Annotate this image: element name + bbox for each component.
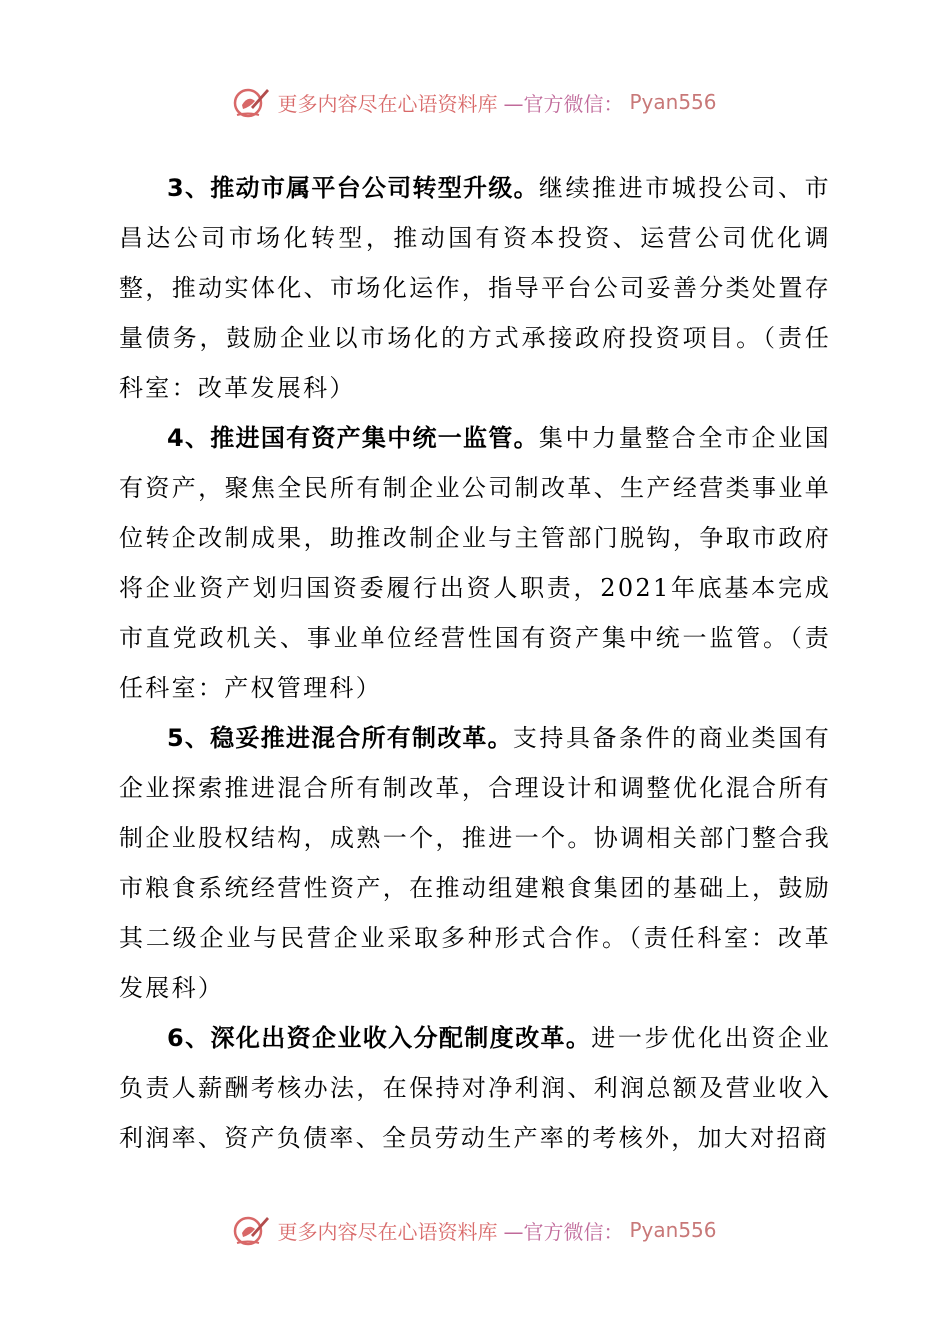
watermark-text-id: Pyan556 — [629, 90, 717, 114]
watermark-text-wechat: —官方微信： — [503, 91, 624, 116]
watermark-header — [0, 82, 950, 122]
watermark-text-main: 更多内容尽在心语资料库 — [277, 91, 498, 116]
watermark-footer — [0, 1210, 950, 1250]
paragraph-heading: 6、深化出资企业收入分配制度改革。 — [167, 1024, 592, 1052]
paragraph-heading: 5、稳妥推进混合所有制改革。 — [167, 724, 513, 752]
paragraph-item-3 — [119, 163, 831, 413]
pen-logo-icon — [233, 85, 271, 119]
paragraph-heading: 4、推进国有资产集中统一监管。 — [167, 424, 539, 452]
paragraph-text: 进一步优化出资企业负责人薪酬考核办法，在保持对净利润、利润总额及营业收入利润率、资产负债率、全员劳动生产率的考核外，加大对招商 — [119, 1024, 832, 1152]
watermark-text-id: Pyan556 — [629, 1218, 717, 1242]
paragraph-text: 支持具备条件的商业类国有企业探索推进混合所有制改革，合理设计和调整优化混合所有制企业股权结构，成熟一个，推进一个。协调相关部门整合我市粮食系统经营性资产，在推动组建粮食集团的基础上，鼓励其二级企业与民营企业采取多种形式合作。（责任科室：改革发展科） — [119, 724, 831, 1002]
pen-logo-icon — [233, 1213, 271, 1247]
paragraph-text: 继续推进市城投公司、市昌达公司市场化转型，推动国有资本投资、运营公司优化调整，推动实体化、市场化运作，指导平台公司妥善分类处置存量债务，鼓励企业以市场化的方式承接政府投资项目。（责任科室：改革发展科） — [119, 174, 831, 402]
paragraph-heading: 3、推动市属平台公司转型升级。 — [167, 174, 539, 202]
paragraph-item-4 — [119, 413, 831, 713]
document-body — [119, 163, 831, 1163]
paragraph-item-5 — [119, 713, 831, 1013]
paragraph-item-6 — [119, 1013, 831, 1163]
paragraph-text: 集中力量整合全市企业国有资产，聚焦全民所有制企业公司制改革、生产经营类事业单位转企改制成果，助推改制企业与主管部门脱钩，争取市政府将企业资产划归国资委履行出资人职责，2021年底基本完成市直党政机关、事业单位经营性国有资产集中统一监管。（责任科室：产权管理科） — [119, 424, 831, 702]
watermark-text-main: 更多内容尽在心语资料库 — [277, 1219, 498, 1244]
watermark-text-wechat: —官方微信： — [503, 1219, 624, 1244]
